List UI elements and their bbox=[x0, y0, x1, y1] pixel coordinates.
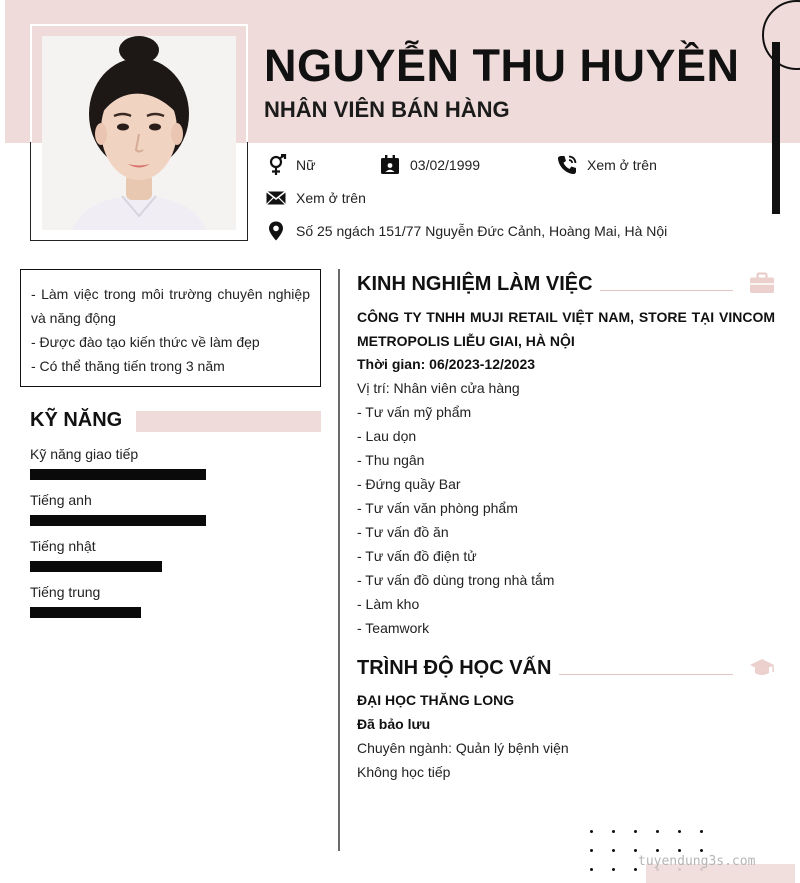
gender-info bbox=[264, 153, 315, 177]
location-pin-icon bbox=[264, 219, 288, 243]
birthdate-value: 03/02/1999 bbox=[410, 157, 481, 173]
duty-item: - Làm kho bbox=[357, 596, 420, 612]
skill-label: Kỹ năng giao tiếp bbox=[30, 446, 139, 462]
duty-item: - Teamwork bbox=[357, 620, 430, 636]
phone-value: Xem ở trên bbox=[587, 157, 657, 173]
experience-title: KINH NGHIỆM LÀM VIỆC bbox=[357, 273, 593, 295]
skill-bar bbox=[30, 607, 141, 618]
skills-title-underline bbox=[136, 411, 321, 432]
work-position: Vị trí: Nhân viên cửa hàng bbox=[357, 380, 520, 396]
company-name: CÔNG TY TNHH MUJI RETAIL VIỆT NAM, STORE TẠI VINCOM METROPOLIS LIỄU GIAI, HÀ NỘI bbox=[357, 309, 775, 349]
skill-label: Tiếng nhật bbox=[30, 538, 96, 554]
phone-icon bbox=[555, 153, 579, 177]
email-value: Xem ở trên bbox=[296, 190, 366, 206]
duty-item: - Đứng quầy Bar bbox=[357, 476, 461, 492]
email-info bbox=[264, 186, 366, 210]
duty-item: - Tư vấn đồ ăn bbox=[357, 524, 449, 540]
job-title: NHÂN VIÊN BÁN HÀNG bbox=[264, 97, 510, 122]
envelope-icon bbox=[264, 186, 288, 210]
career-objective bbox=[20, 269, 321, 387]
skill-label: Tiếng trung bbox=[30, 584, 101, 600]
graduation-cap-icon bbox=[749, 657, 775, 684]
duty-item: - Tư vấn đồ điện tử bbox=[357, 548, 477, 564]
skill-bar bbox=[30, 561, 162, 572]
duty-item: - Tư vấn văn phòng phẩm bbox=[357, 500, 518, 516]
calendar-icon bbox=[378, 153, 402, 177]
gender-value: Nữ bbox=[296, 157, 316, 173]
duty-item: - Lau dọn bbox=[357, 428, 417, 444]
education-title-rule bbox=[559, 674, 733, 675]
column-divider bbox=[338, 269, 340, 851]
skill-bar bbox=[30, 469, 206, 480]
skills-title: KỸ NĂNG bbox=[30, 409, 123, 431]
profile-photo bbox=[42, 36, 236, 230]
skill-bar bbox=[30, 515, 206, 526]
objective-line: - Có thể thăng tiến trong 3 năm bbox=[31, 358, 225, 374]
school-name: ĐẠI HỌC THĂNG LONG bbox=[357, 692, 515, 708]
education-status: Đã bảo lưu bbox=[357, 716, 431, 732]
education-note: Không học tiếp bbox=[357, 764, 451, 780]
duty-item: - Tư vấn đồ dùng trong nhà tắm bbox=[357, 572, 555, 588]
objective-line: - Làm việc trong môi trường chuyên nghiệp và năng động bbox=[31, 286, 310, 326]
decorative-bar bbox=[772, 42, 780, 214]
duty-item: - Tư vấn mỹ phẩm bbox=[357, 404, 472, 420]
watermark: tuyendung3s.com bbox=[638, 854, 756, 869]
education-title: TRÌNH ĐỘ HỌC VẤN bbox=[357, 657, 552, 679]
candidate-name: NGUYỄN THU HUYỀN bbox=[264, 40, 740, 91]
duty-item: - Thu ngân bbox=[357, 452, 425, 468]
work-period: Thời gian: 06/2023-12/2023 bbox=[357, 356, 536, 372]
phone-info bbox=[555, 153, 657, 177]
birthdate-info bbox=[378, 153, 480, 177]
address-info bbox=[264, 219, 667, 243]
gender-icon bbox=[264, 153, 288, 177]
briefcase-icon bbox=[749, 272, 775, 299]
objective-line: - Được đào tạo kiến thức về làm đẹp bbox=[31, 334, 260, 350]
education-major: Chuyên ngành: Quản lý bệnh viện bbox=[357, 740, 569, 756]
address-value: Số 25 ngách 151/77 Nguyễn Đức Cảnh, Hoàng Mai, Hà Nội bbox=[296, 223, 668, 239]
skill-label: Tiếng anh bbox=[30, 492, 92, 508]
experience-title-rule bbox=[600, 290, 733, 291]
